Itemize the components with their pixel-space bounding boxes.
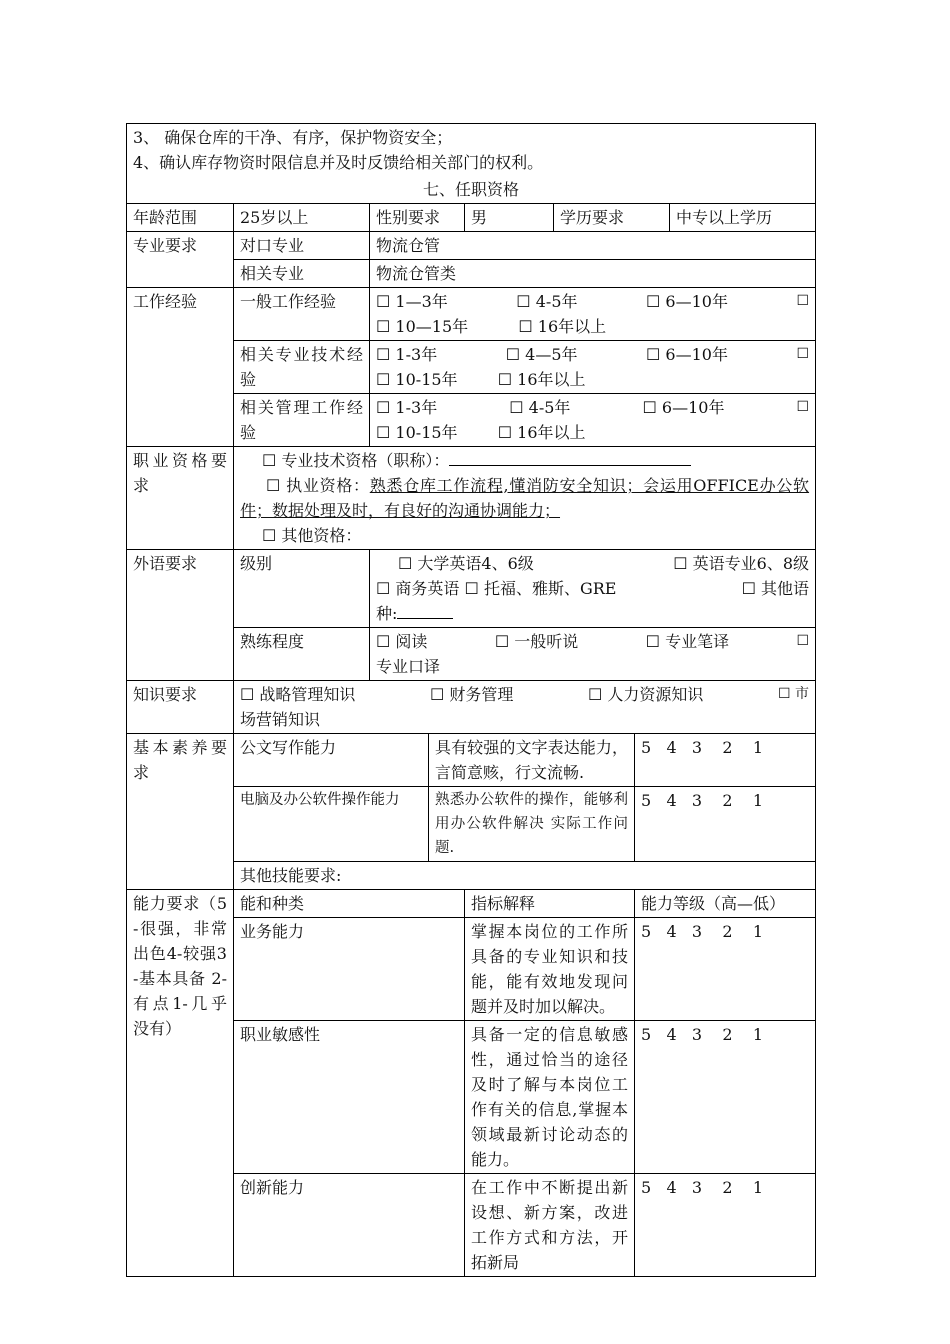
quality-desc: 熟悉办公软件的操作，能够利用办公软件解决 实际工作问题. <box>429 787 635 862</box>
checkbox-option[interactable]: ☐ 1—3年 <box>376 292 448 311</box>
ability-scores: 5 4 3 2 1 <box>635 1021 816 1174</box>
ability-scores: 5 4 3 2 1 <box>635 918 816 1021</box>
language-proficiency-options <box>370 628 816 681</box>
checkbox-glyph[interactable]: ☐ <box>796 399 810 415</box>
checkbox-option[interactable]: ☐ 英语专业6、8级 <box>673 554 810 573</box>
language-level-options <box>370 550 816 628</box>
ability-name: 职业敏感性 <box>234 1021 465 1174</box>
checkbox-glyph[interactable]: ☐ 市 <box>778 686 810 702</box>
ability-name: 创新能力 <box>234 1174 465 1277</box>
quality-name: 电脑及办公软件操作能力 <box>234 787 429 862</box>
checkbox-option[interactable]: ☐ 人力资源知识 <box>588 685 704 704</box>
tech-qualification-option[interactable]: ☐ 专业技术资格（职称）： <box>262 451 450 470</box>
duty-row <box>127 124 816 177</box>
checkbox-option[interactable]: ☐ 10-15年 <box>376 370 458 389</box>
experience-type: 一般工作经验 <box>234 288 370 341</box>
checkbox-option[interactable]: ☐ 大学英语4、6级 <box>398 554 534 573</box>
qualification-content <box>234 447 816 550</box>
practice-qualification-option[interactable]: ☐ 执业资格： <box>266 476 370 495</box>
education-label: 学历要求 <box>554 204 670 232</box>
experience-type: 相关专业技术经验 <box>234 341 370 394</box>
other-language-suffix: 种: <box>376 604 398 623</box>
gender-label: 性别要求 <box>370 204 465 232</box>
language-label: 外语要求 <box>127 550 234 681</box>
checkbox-option[interactable]: ☐ 16年以上 <box>497 370 586 389</box>
quality-scores: 5 4 3 2 1 <box>635 734 816 787</box>
major-label: 专业要求 <box>127 232 234 288</box>
experience-options <box>370 394 816 447</box>
checkbox-option[interactable]: ☐ 一般听说 <box>494 632 579 651</box>
ability-type-header: 能和种类 <box>234 890 465 918</box>
related-major-value: 物流仓管类 <box>370 260 816 288</box>
checkbox-option[interactable]: ☐ 6—10年 <box>642 398 725 417</box>
education-value: 中专以上学历 <box>670 204 816 232</box>
age-label: 年龄范围 <box>127 204 234 232</box>
ability-desc: 具备一定的信息敏感性，通过恰当的途径及时了解与本岗位工作有关的信息,掌握本领域最新讨论动态的能力。 <box>465 1021 635 1174</box>
checkbox-option[interactable]: ☐ 托福、雅斯、GRE <box>464 579 617 598</box>
checkbox-glyph[interactable]: ☐ <box>796 346 810 362</box>
checkbox-option[interactable]: ☐ 10—15年 <box>376 317 469 336</box>
other-skills: 其他技能要求: <box>234 862 816 890</box>
practice-qualification-text: 熟悉仓库工作流程,懂消防安全知识；会运用OFFICE办公软件；数据处理及时，有良好的沟通协调能力； <box>240 476 810 520</box>
experience-label: 工作经验 <box>127 288 234 447</box>
checkbox-option[interactable]: ☐ 1-3年 <box>376 398 438 417</box>
quality-scores: 5 4 3 2 1 <box>635 787 816 862</box>
duty-item: 4、确认库存物资时限信息并及时反馈给相关部门的权利。 <box>133 153 544 172</box>
checkbox-option[interactable]: ☐ 16年以上 <box>518 317 607 336</box>
quality-desc: 具有较强的文字表达能力，言简意赅，行文流畅. <box>429 734 635 787</box>
ability-scores: 5 4 3 2 1 <box>635 1174 816 1277</box>
qualification-label: 职业资格要求 <box>127 447 234 550</box>
ability-desc-header: 指标解释 <box>465 890 635 918</box>
knowledge-options <box>234 681 816 734</box>
gender-value: 男 <box>465 204 554 232</box>
experience-type: 相关管理工作经验 <box>234 394 370 447</box>
experience-options <box>370 288 816 341</box>
duty-item: 3、 确保仓库的干净、有序，保护物资安全； <box>133 128 453 147</box>
other-qualification-option[interactable]: ☐ 其他资格： <box>262 526 362 545</box>
direct-major-label: 对口专业 <box>234 232 370 260</box>
checkbox-glyph[interactable]: ☐ <box>796 633 810 649</box>
checkbox-option[interactable]: ☐ 10-15年 <box>376 423 458 442</box>
job-description-document <box>126 123 815 1277</box>
checkbox-option[interactable]: ☐ 商务英语 <box>376 579 460 598</box>
checkbox-option[interactable]: ☐ 财务管理 <box>430 685 514 704</box>
tech-qualification-blank[interactable] <box>449 465 691 466</box>
section-title: 七、任职资格 <box>127 176 816 204</box>
quality-label: 基本素养要求 <box>127 734 234 890</box>
ability-label: 能力要求（5-很强，非常出色4-较强3-基本具备 2-有点1-几乎没有） <box>127 890 234 1277</box>
ability-name: 业务能力 <box>234 918 465 1021</box>
checkbox-option[interactable]: ☐ 4-5年 <box>509 398 571 417</box>
ability-level-header: 能力等级（高—低） <box>635 890 816 918</box>
checkbox-option[interactable]: ☐ 6—10年 <box>646 345 728 364</box>
language-proficiency-label: 熟练程度 <box>234 628 370 681</box>
checkbox-option[interactable]: ☐ 4—5年 <box>505 345 578 364</box>
language-level-label: 级别 <box>234 550 370 628</box>
age-value: 25岁以上 <box>234 204 370 232</box>
other-language-blank[interactable] <box>397 618 453 619</box>
ability-desc: 掌握本岗位的工作所具备的专业知识和技能，能有效地发现问题并及时加以解决。 <box>465 918 635 1021</box>
qualification-table <box>126 123 816 1277</box>
checkbox-option[interactable]: ☐ 专业笔译 <box>645 632 730 651</box>
checkbox-option[interactable]: ☐ 1-3年 <box>376 345 438 364</box>
checkbox-option[interactable]: ☐ 4-5年 <box>516 292 578 311</box>
ability-desc: 在工作中不断提出新设想、新方案，改进工作方式和方法，开拓新局 <box>465 1174 635 1277</box>
experience-options <box>370 341 816 394</box>
checkbox-option[interactable]: ☐ 阅读 <box>376 632 428 651</box>
checkbox-option-text: 专业口译 <box>376 657 441 676</box>
checkbox-glyph[interactable]: ☐ <box>796 293 810 309</box>
checkbox-option-text: 场营销知识 <box>240 710 321 729</box>
checkbox-option[interactable]: ☐ 6—10年 <box>646 292 728 311</box>
checkbox-option[interactable]: ☐ 战略管理知识 <box>240 685 356 704</box>
checkbox-option[interactable]: ☐ 16年以上 <box>497 423 586 442</box>
direct-major-value: 物流仓管 <box>370 232 816 260</box>
related-major-label: 相关专业 <box>234 260 370 288</box>
knowledge-label: 知识要求 <box>127 681 234 734</box>
other-language-prefix[interactable]: ☐ 其他语 <box>741 579 810 598</box>
quality-name: 公文写作能力 <box>234 734 429 787</box>
